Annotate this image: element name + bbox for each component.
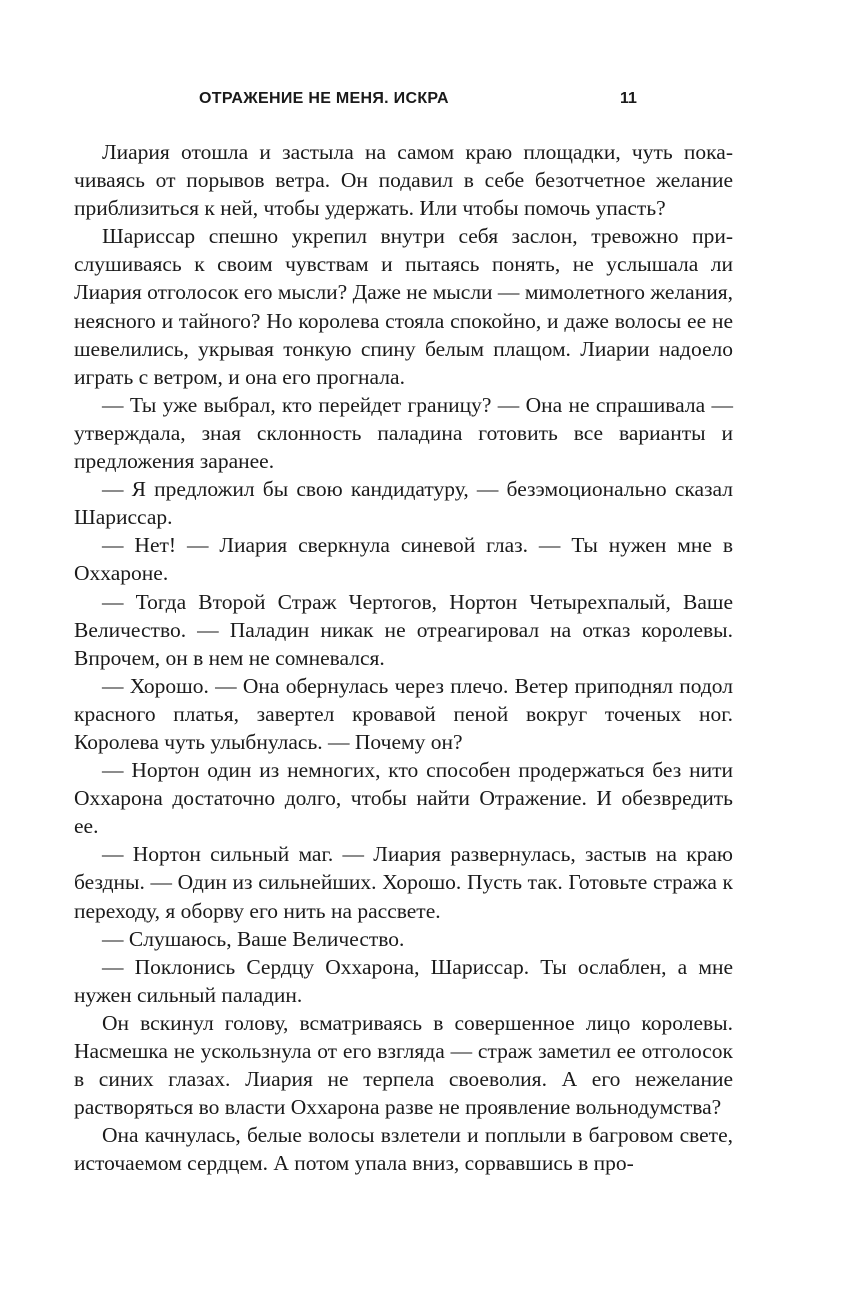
paragraph: — Хорошо. — Она обернулась через плечо. Ветер приподнял подол красного платья, завертел кровавой пеной вокруг точеных ног. Королева чуть улыбнулась. — Почему он? xyxy=(74,673,733,754)
paragraph: Он вскинул голову, всматриваясь в совершенное лицо королевы. Насмешка не ускользнула от его взгляда — страж заметил ее отголосок в синих глазах. Лиария не терпела своеволия. А его нежелание растворяться во власти Оххарона разве не проявление вольнодумства? xyxy=(74,1010,733,1120)
paragraph: Она качнулась, белые волосы взлетели и поплыли в багровом свете, источаемом сердцем. А потом упала вниз, сорвавшись в про- xyxy=(74,1123,733,1176)
paragraph: Шариссар спешно укрепил внутри себя заслон, тревожно прислушиваясь к своим чувствам и пытаясь понять, не услышала ли Лиария отголосок его мысли? Даже не мысли — мимолетного желания, неясного и тайного? Но королева стояла спокойно, и даже волосы ее не шевелились, укрывая тонкую спину белым плащом. Лиарии надоело играть с ветром, и она его прогнала. xyxy=(74,224,733,389)
paragraph: Лиария отошла и застыла на самом краю площадки, чуть покачиваясь от порывов ветра. Он подавил в себе безотчетное желание приблизиться к ней, чтобы удержать. Или чтобы помочь упасть? xyxy=(74,140,733,221)
paragraph: — Тогда Второй Страж Чертогов, Нортон Четырехпалый, Ваше Величество. — Паладин никак не отреагировал на отказ королевы. Впрочем, он в нем не сомневался. xyxy=(74,589,733,670)
body-text xyxy=(74,138,733,1177)
paragraph: — Нортон сильный маг. — Лиария развернулась, застыв на краю бездны. — Один из сильнейших. Хорошо. Пусть так. Готовьте стража к переходу, я оборву его нить на рассвете. xyxy=(74,842,733,923)
running-title: ОТРАЖЕНИЕ НЕ МЕНЯ. ИСКРА xyxy=(199,90,449,107)
paragraph: — Нортон один из немногих, кто способен продержаться без нити Оххарона достаточно долго, чтобы найти Отражение. И обезвредить ее. xyxy=(74,758,733,839)
book-page xyxy=(74,86,733,1176)
paragraph: — Слушаюсь, Ваше Величество. xyxy=(102,926,405,951)
paragraph: — Нет! — Лиария сверкнула синевой глаз. — Ты нужен мне в Оххароне. xyxy=(74,533,733,586)
running-head xyxy=(74,86,733,112)
paragraph: — Я предложил бы свою кандидатуру, — безэмоционально сказал Шариссар. xyxy=(74,477,733,530)
page-number: 11 xyxy=(620,90,637,107)
paragraph: — Ты уже выбрал, кто перейдет границу? — Она не спрашивала — утверждала, зная склонность паладина готовить все варианты и предложения заранее. xyxy=(74,392,733,474)
paragraph: — Поклонись Сердцу Оххарона, Шариссар. Ты ослаблен, а мне нужен сильный паладин. xyxy=(74,954,733,1007)
